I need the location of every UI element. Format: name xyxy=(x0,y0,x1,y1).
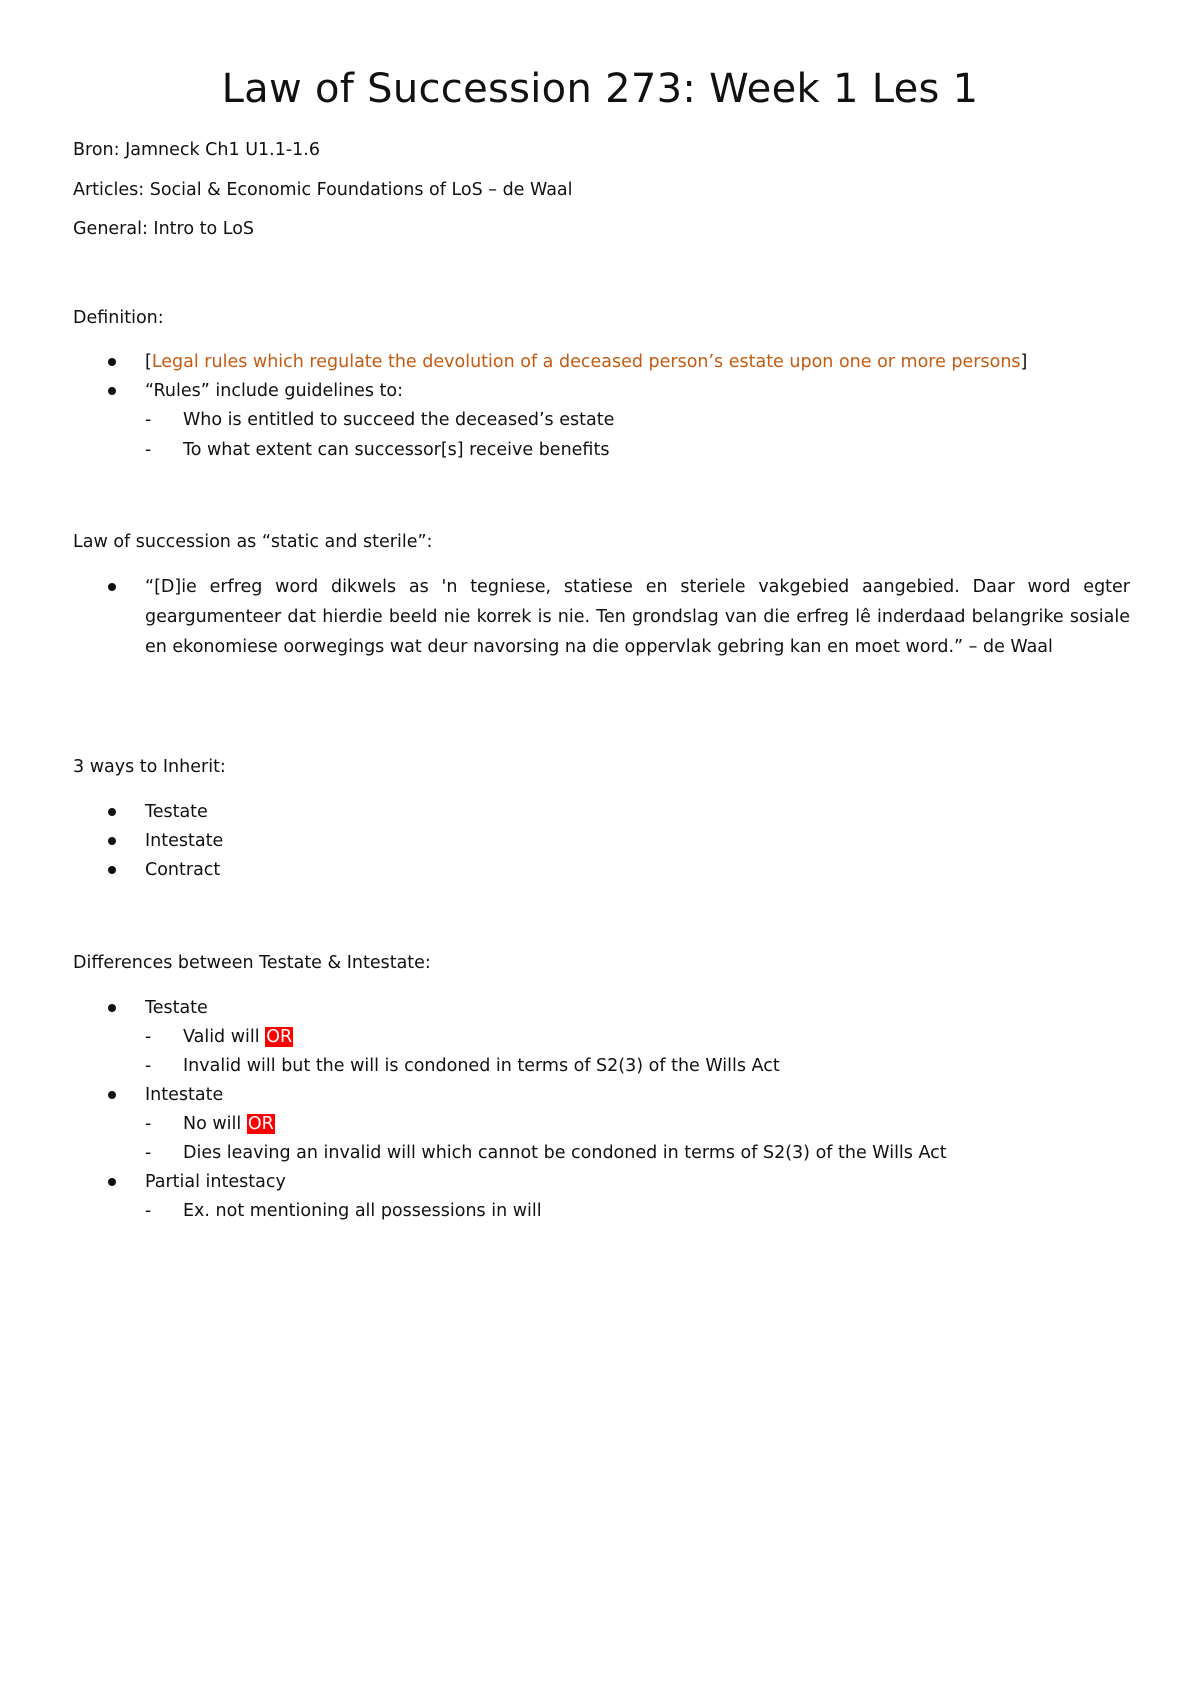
invalid-will-item: Invalid will but the will is condoned in terms of S2(3) of the Wills Act xyxy=(183,1056,780,1076)
bullet-icon xyxy=(108,866,116,874)
bracket-open: [ xyxy=(145,352,152,372)
dash-icon: - xyxy=(145,440,152,460)
rules-text: “Rules” include guidelines to: xyxy=(145,381,403,401)
dash-icon: - xyxy=(145,1056,152,1076)
dash-icon: - xyxy=(145,1027,152,1047)
dash-icon: - xyxy=(145,410,152,430)
ways-item: Contract xyxy=(145,860,221,880)
bullet-icon xyxy=(108,387,116,395)
bracket-close: ] xyxy=(1020,352,1028,372)
general-line: General: Intro to LoS xyxy=(73,219,255,239)
bullet-icon xyxy=(108,837,116,845)
ways-item: Testate xyxy=(145,802,208,822)
valid-will-text: Valid will xyxy=(183,1027,266,1047)
bullet-icon xyxy=(108,358,116,366)
dash-icon: - xyxy=(145,1114,152,1134)
bullet-icon xyxy=(108,1004,116,1012)
source-line: Bron: Jamneck Ch1 U1.1-1.6 xyxy=(73,140,320,160)
differences-heading: Differences between Testate & Intestate: xyxy=(73,953,431,973)
partial-intestacy-item: Partial intestacy xyxy=(145,1172,286,1192)
definition-text xyxy=(145,352,1027,372)
articles-line: Articles: Social & Economic Foundations of LoS – de Waal xyxy=(73,180,573,200)
or-highlight: OR xyxy=(266,1027,293,1047)
page-title: Law of Succession 273: Week 1 Les 1 xyxy=(221,66,979,112)
rules-sub-item: To what extent can successor[s] receive benefits xyxy=(183,440,610,460)
rules-sub-item: Who is entitled to succeed the deceased’s estate xyxy=(183,410,615,430)
ways-item: Intestate xyxy=(145,831,224,851)
bullet-icon xyxy=(108,1091,116,1099)
static-heading: Law of succession as “static and sterile”: xyxy=(73,532,433,552)
bullet-icon xyxy=(108,1178,116,1186)
no-will-text: No will xyxy=(183,1114,247,1134)
dies-leaving-item: Dies leaving an invalid will which cannot be condoned in terms of S2(3) of the Wills Act xyxy=(183,1143,947,1163)
dash-icon: - xyxy=(145,1201,152,1221)
bullet-icon xyxy=(108,583,116,591)
dash-icon: - xyxy=(145,1143,152,1163)
legal-rules-text: Legal rules which regulate the devolution of a deceased person’s estate upon one or more persons xyxy=(151,352,1021,372)
de-waal-quote: “[D]ie erfreg word dikwels as 'n tegniese, statiese en steriele vakgebied aangebied. Daar word egter geargumenteer dat hierdie beeld nie korrek is nie. Ten grondslag van die erfreg lê inderdaad belangrike sosiale en ekonomiese oorwegings wat deur navorsing na die oppervlak gebring kan en moet word.” – de Waal xyxy=(145,577,1130,657)
testate-item: Testate xyxy=(145,998,208,1018)
no-will-item xyxy=(183,1114,275,1134)
intestate-item: Intestate xyxy=(145,1085,224,1105)
ways-heading: 3 ways to Inherit: xyxy=(73,757,226,777)
bullet-icon xyxy=(108,808,116,816)
example-item: Ex. not mentioning all possessions in will xyxy=(183,1201,542,1221)
valid-will-item xyxy=(183,1027,293,1047)
definition-heading: Definition: xyxy=(73,308,164,328)
or-highlight: OR xyxy=(247,1114,274,1134)
